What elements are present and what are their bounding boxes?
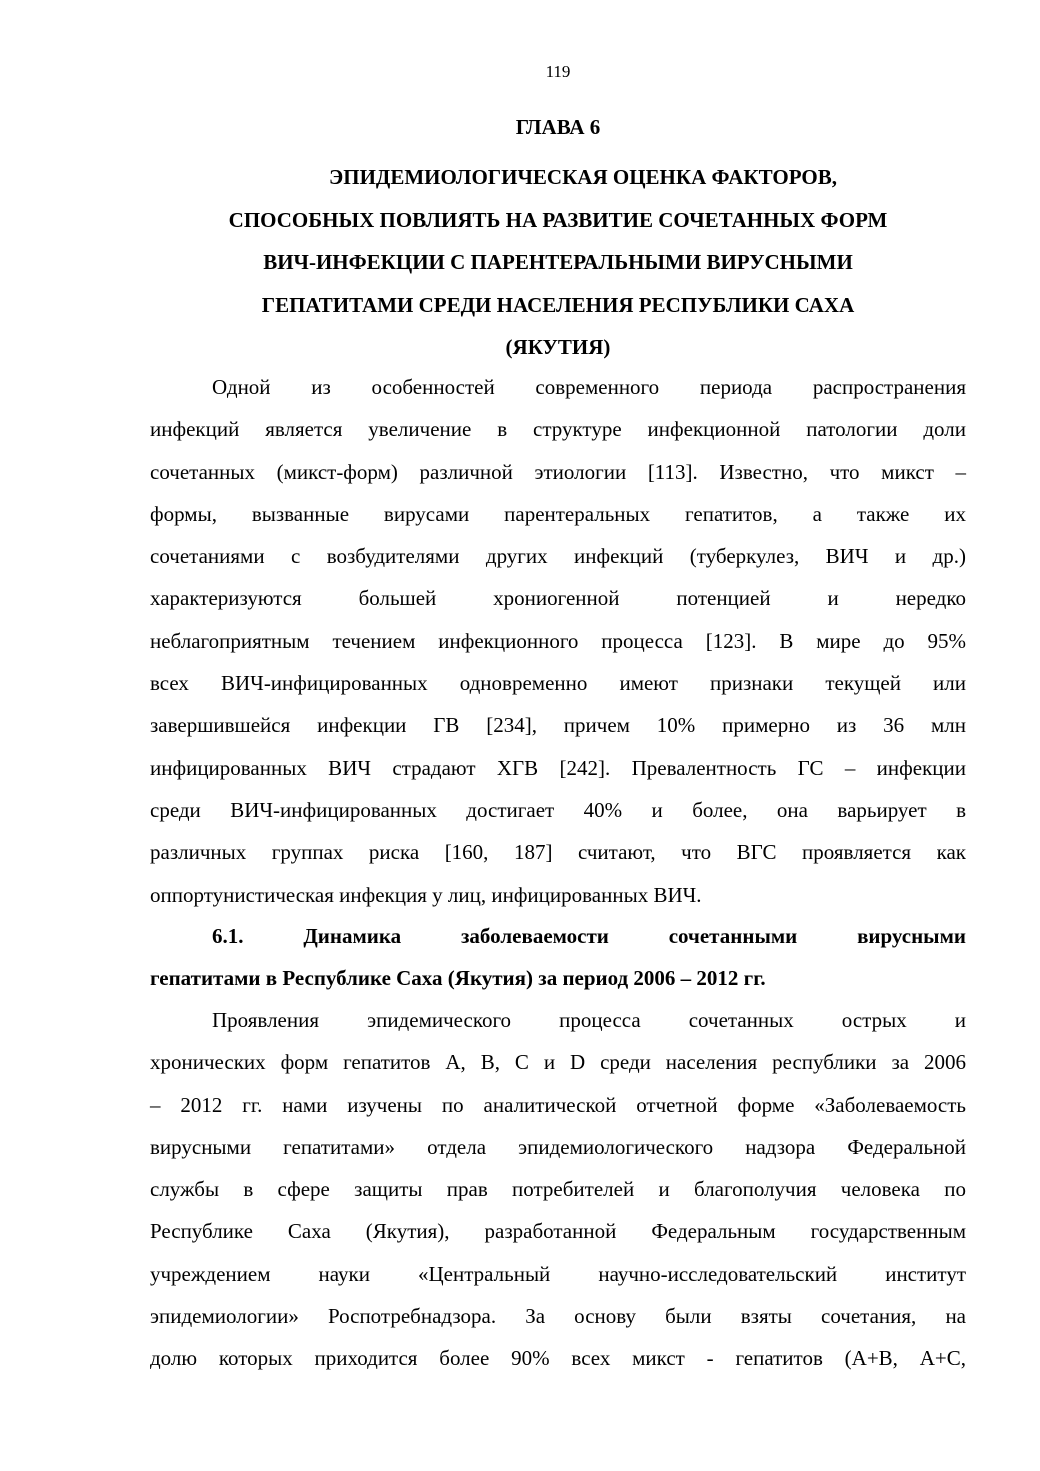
- paragraph-line: различных группах риска [160, 187] считают, что ВГС проявляется как: [150, 840, 966, 865]
- paragraph-line: оппортунистическая инфекция у лиц, инфицированных ВИЧ.: [150, 882, 702, 907]
- paragraph-line: сочетаниями с возбудителями других инфекций (туберкулез, ВИЧ и др.): [150, 544, 966, 569]
- paragraph-line: Одной из особенностей современного периода распространения: [212, 375, 966, 399]
- chapter-label: ГЛАВА 6: [515, 115, 601, 139]
- section-heading-line: гепатитами в Республике Саха (Якутия) за период 2006 – 2012 гг.: [150, 966, 766, 990]
- chapter-title-line: ГЕПАТИТАМИ СРЕДИ НАСЕЛЕНИЯ РЕСПУБЛИКИ САХА: [261, 292, 855, 317]
- paragraph-line: службы в сфере защиты прав потребителей и благополучия человека по: [150, 1177, 966, 1202]
- paragraph-line: завершившейся инфекции ГВ [234], причем 10% примерно из 36 млн: [150, 713, 966, 738]
- intro-paragraph: [150, 366, 966, 916]
- chapter-title-line: СПОСОБНЫХ ПОВЛИЯТЬ НА РАЗВИТИЕ СОЧЕТАННЫХ ФОРМ: [228, 207, 888, 232]
- paragraph-line: инфекций является увеличение в структуре инфекционной патологии доли: [150, 417, 966, 442]
- paragraph-line: характеризуются большей хрониогенной потенцией и нередко: [150, 586, 966, 611]
- paragraph-line: Республике Саха (Якутия), разработанной Федеральным государственным: [150, 1219, 966, 1244]
- paragraph-line: вирусными гепатитами» отдела эпидемиологического надзора Федеральной: [150, 1134, 966, 1159]
- paragraph-line: всех ВИЧ-инфицированных одновременно имеют признаки текущей или: [150, 671, 966, 696]
- paragraph-line: долю которых приходится более 90% всех микст - гепатитов (А+В, А+С,: [150, 1346, 966, 1371]
- page-number: 119: [545, 62, 571, 81]
- paragraph-line: – 2012 гг. нами изучены по аналитической отчетной форме «Заболеваемость: [150, 1092, 966, 1117]
- paragraph-line: неблагоприятным течением инфекционного процесса [123]. В мире до 95%: [150, 628, 966, 653]
- paragraph-line: инфицированных ВИЧ страдают ХГВ [242]. Превалентность ГС – инфекции: [150, 755, 966, 780]
- section-heading-line: 6.1. Динамика заболеваемости сочетанными вирусными: [212, 924, 966, 948]
- paragraph-line: эпидемиологии» Роспотребнадзора. За основу были взяты сочетания, на: [150, 1304, 966, 1329]
- paragraph-line: среди ВИЧ-инфицированных достигает 40% и более, она варьирует в: [150, 797, 966, 822]
- body-paragraph: [150, 999, 966, 1380]
- paragraph-line: учреждением науки «Центральный научно-исследовательский институт: [150, 1261, 966, 1286]
- paragraph-line: Проявления эпидемического процесса сочетанных острых и: [212, 1008, 966, 1032]
- paragraph-line: формы, вызванные вирусами парентеральных гепатитов, а также их: [150, 501, 966, 526]
- chapter-title: [150, 156, 966, 369]
- chapter-title-line: ВИЧ-ИНФЕКЦИИ С ПАРЕНТЕРАЛЬНЫМИ ВИРУСНЫМИ: [263, 250, 853, 274]
- paragraph-line: хронических форм гепатитов А, В, С и D среди населения республики за 2006: [150, 1050, 966, 1075]
- section-heading: [150, 915, 966, 999]
- paragraph-line: сочетанных (микст-форм) различной этиологии [113]. Известно, что микст –: [150, 459, 966, 484]
- chapter-title-line: (ЯКУТИЯ): [505, 335, 611, 359]
- chapter-title-line: ЭПИДЕМИОЛОГИЧЕСКАЯ ОЦЕНКА ФАКТОРОВ,: [329, 165, 837, 189]
